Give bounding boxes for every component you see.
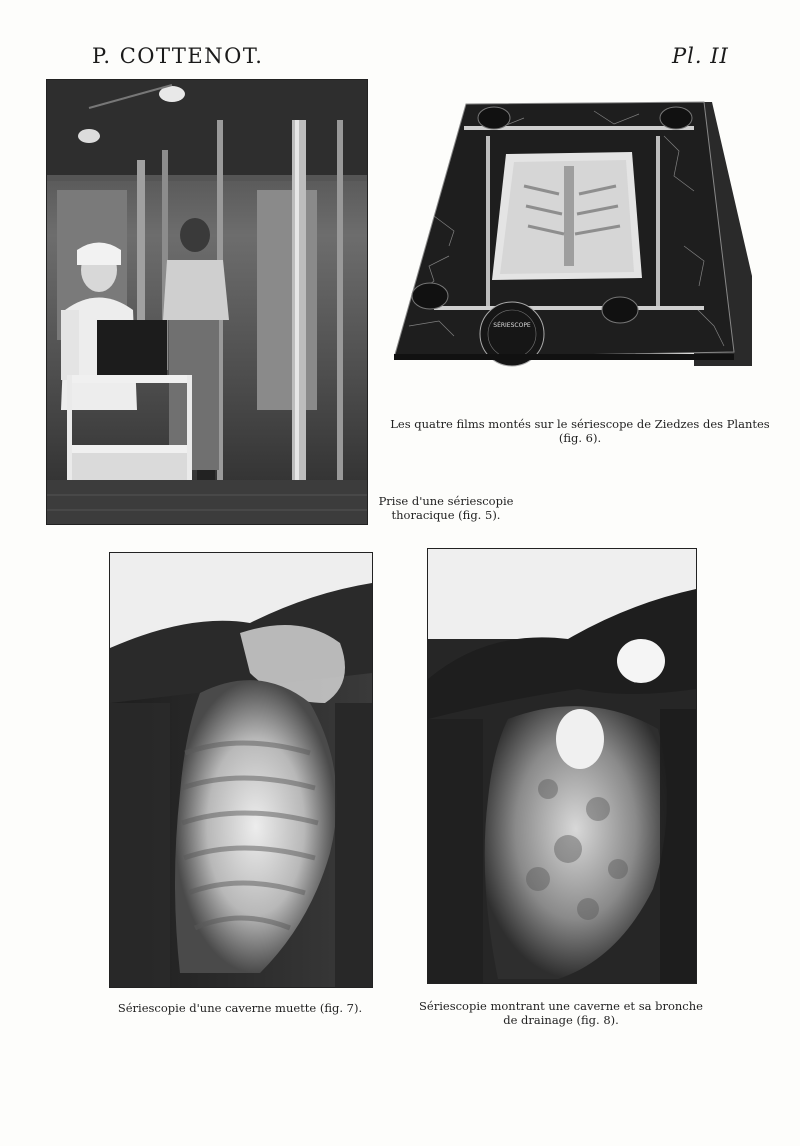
figure-5-caption-line1: Prise d'une sériescopie [378, 494, 514, 508]
figure-7-caption: Sériescopie d'une caverne muette (fig. 7). [117, 1001, 363, 1015]
figure-6-caption [390, 417, 770, 445]
running-header-author: P. COTTENOT. [92, 44, 264, 68]
figure-8-xray [427, 548, 697, 984]
figure-7-xray [109, 552, 373, 988]
figure-8-caption-line2: de drainage (fig. 8). [503, 1013, 619, 1027]
device-dial-label: SÉRIESCOPE [493, 322, 531, 329]
figure-5-caption [376, 494, 516, 522]
figure-8-caption [415, 999, 707, 1027]
plate-number: Pl. II [672, 44, 729, 68]
figure-6-photo [394, 96, 752, 368]
figure-5-photo [46, 79, 368, 525]
figure-6-caption-line2: (fig. 6). [558, 431, 602, 445]
figure-6-caption-line1: Les quatre films montés sur le sériescope de Ziedzes des Plantes [390, 417, 770, 431]
figure-8-caption-line1: Sériescopie montrant une caverne et sa bronche [419, 999, 703, 1013]
figure-5-caption-line2: thoracique (fig. 5). [391, 508, 501, 522]
